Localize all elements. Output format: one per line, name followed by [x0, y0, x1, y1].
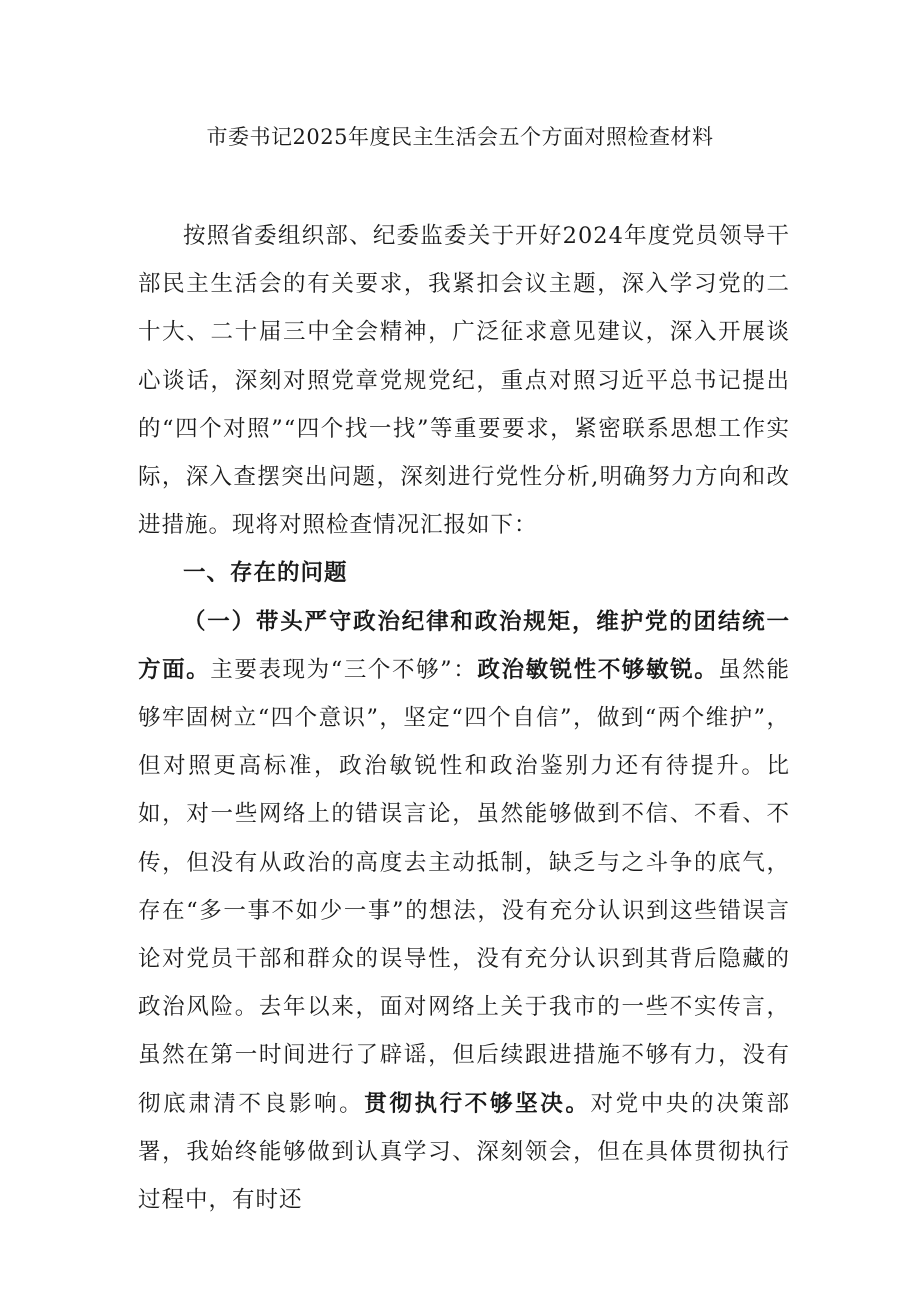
document-body: [138, 212, 790, 1224]
section-heading: 一、存在的问题: [183, 560, 348, 587]
point2-text: 对党中央的决策部署，我始终能够做到认真学习、深刻领会，但在具体贯彻执行过程中，有时还: [138, 1090, 790, 1214]
point2-title: 贯彻执行不够坚决。: [364, 1090, 591, 1117]
subsection-summary: 主要表现为“三个不够”：: [210, 656, 478, 683]
point1-text: 虽然能够牢固树立“四个意识”，坚定“四个自信”，做到“两个维护”，但对照更高标准，政治敏锐性和政治鉴别力还有待提升。比如，对一些网络上的错误言论，虽然能够做到不信、不看、不传，但没有从政治的高度去主动抵制，缺乏与之斗争的底气，存在“多一事不如少一事”的想法，没有充分认识到这些错误言论对党员干部和群众的误导性，没有充分认识到其背后隐藏的政治风险。去年以来，面对网络上关于我市的一些不实传言，虽然在第一时间进行了辟谣，但后续跟进措施不够有力，没有彻底肃清不良影响。: [138, 656, 790, 1117]
subsection-heading: （一）带头严守政治纪律和政治规矩，维护党的团结统一方面。: [138, 608, 790, 683]
document-title: 市委书记2025年度民主生活会五个方面对照检查材料: [206, 125, 714, 149]
intro-paragraph: 按照省委组织部、纪委监委关于开好2024年度党员领导干部民主生活会的有关要求，我紧扣会议主题，深入学习党的二十大、二十届三中全会精神，广泛征求意见建议，深入开展谈心谈话，深刻对照党章党规党纪，重点对照习近平总书记提出的“四个对照”“四个找一找”等重要要求，紧密联系思想工作实际，深入查摆突出问题，深刻进行党性分析,明确努力方向和改进措施。现将对照检查情况汇报如下：: [138, 223, 790, 539]
point1-title: 政治敏锐性不够敏锐。: [477, 656, 719, 683]
subsection-paragraph: [138, 598, 790, 1225]
